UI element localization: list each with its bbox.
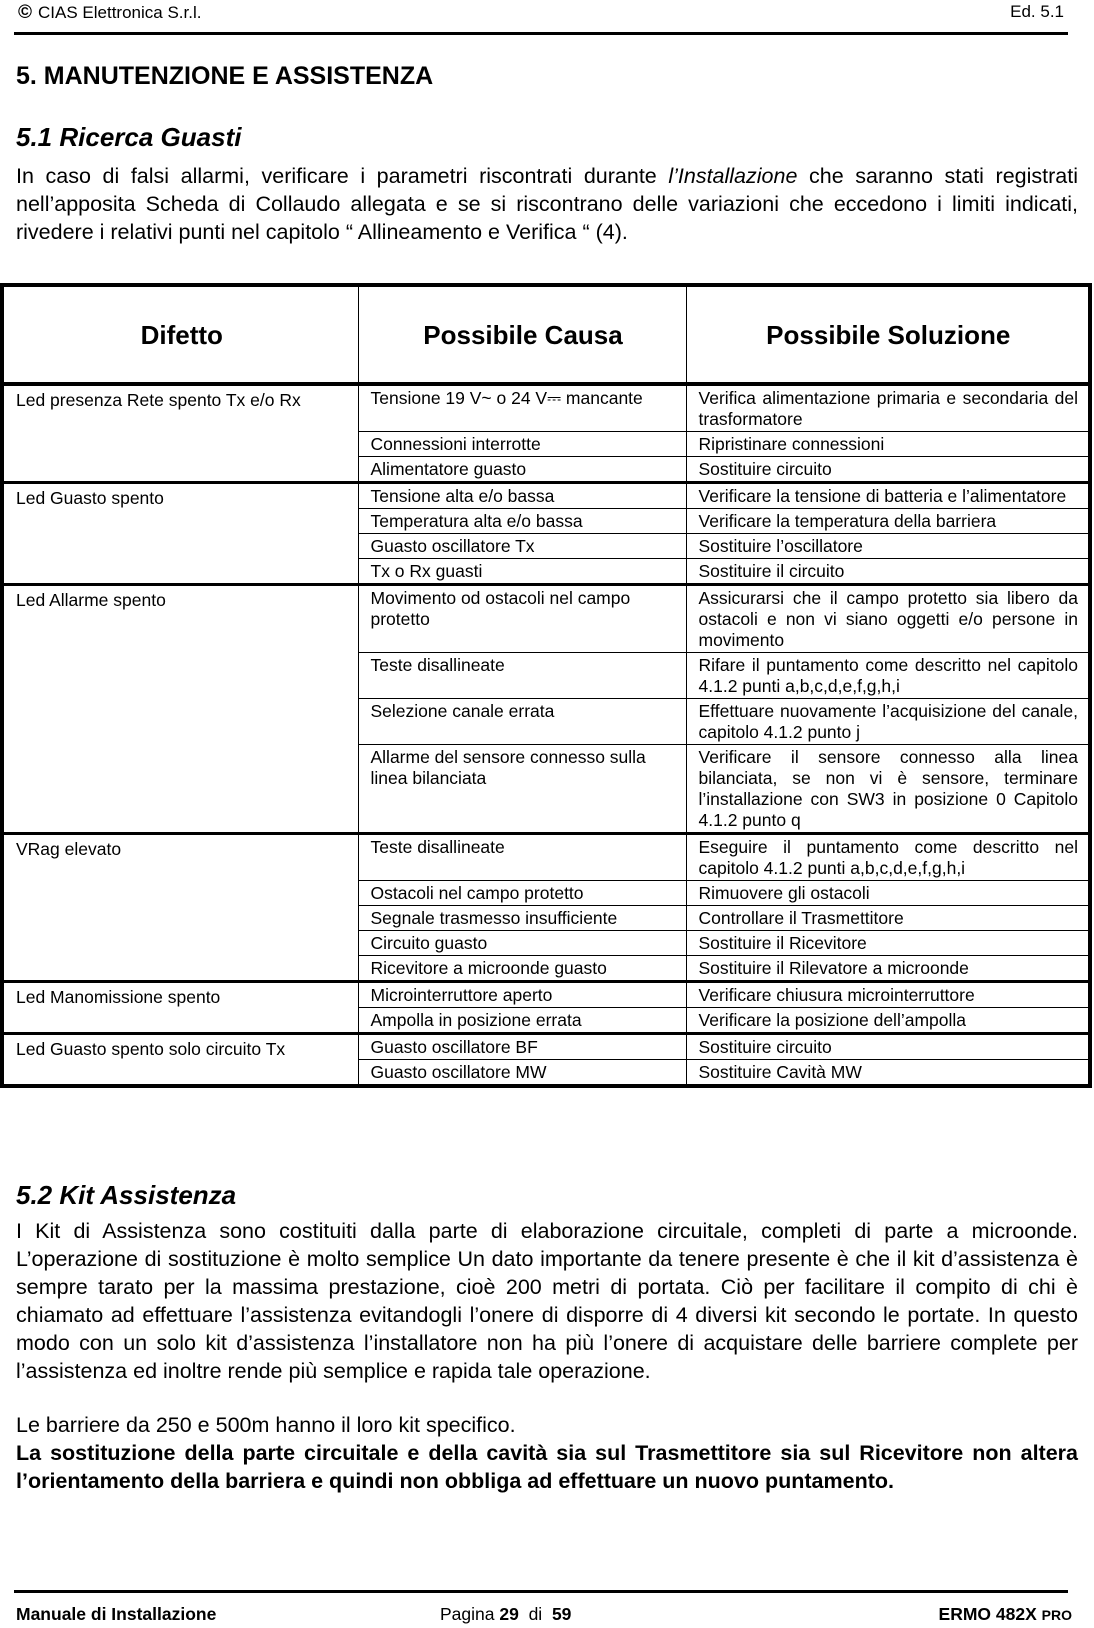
copyright-symbol: © [18, 2, 32, 23]
solution-cell: Sostituire il Rilevatore a microonde [686, 956, 1090, 982]
header-company [18, 2, 201, 24]
section-title: 5. MANUTENZIONE E ASSISTENZA [16, 62, 434, 90]
ricerca-guasti-intro: In caso di falsi allarmi, verificare i parametri riscontrati durante l’Installazione che saranno stati registrati nell’apposita Scheda di Collaudo allegata e se si riscontrano delle variazioni che eccedono i limiti indicati, rivedere i relativi punti nel capitolo “ Allineamento e Verifica “ (4). [16, 164, 1078, 244]
table-header-row [2, 285, 1090, 384]
cause-cell: Segnale trasmesso insufficiente [358, 906, 686, 931]
solution-cell: Sostituire il Ricevitore [686, 931, 1090, 956]
solution-cell: Assicurarsi che il campo protetto sia libero da ostacoli e non vi siano oggetti e/o persone in movimento [686, 585, 1090, 653]
solution-cell: Rimuovere gli ostacoli [686, 881, 1090, 906]
solution-cell: Sostituire l’oscillatore [686, 534, 1090, 559]
solution-cell: Rifare il puntamento come descritto nel capitolo 4.1.2 punti a,b,c,d,e,f,g,h,i [686, 653, 1090, 699]
header-rule [14, 32, 1068, 35]
subsection-kit-title: 5.2 Kit Assistenza [16, 1180, 237, 1210]
header-soluzione: Possibile Soluzione [686, 285, 1090, 384]
table-row [2, 585, 1090, 653]
solution-cell: Effettuare nuovamente l’acquisizione del canale, capitolo 4.1.2 punto j [686, 699, 1090, 745]
company-name: CIAS Elettronica S.r.l. [38, 3, 202, 22]
defect-cell: Led presenza Rete spento Tx e/o Rx [2, 384, 358, 483]
cause-cell: Alimentatore guasto [358, 457, 686, 483]
defect-cell: Led Manomissione spento [2, 982, 358, 1034]
cause-cell: Ampolla in posizione errata [358, 1008, 686, 1034]
table-row [2, 1034, 1090, 1060]
cause-cell: Ricevitore a microonde guasto [358, 956, 686, 982]
cause-cell: Tensione 19 V~ o 24 V⎓ mancante [358, 384, 686, 432]
cause-cell: Microinterruttore aperto [358, 982, 686, 1008]
header-difetto: Difetto [2, 285, 358, 384]
solution-cell: Verificare la posizione dell’ampolla [686, 1008, 1090, 1034]
table-row [2, 982, 1090, 1008]
cause-cell: Movimento od ostacoli nel campo protetto [358, 585, 686, 653]
footer-manual-title: Manuale di Installazione [16, 1604, 217, 1624]
cause-cell: Tx o Rx guasti [358, 559, 686, 585]
cause-cell: Guasto oscillatore BF [358, 1034, 686, 1060]
cause-cell: Allarme del sensore connesso sulla linea bilanciata [358, 745, 686, 834]
solution-cell: Sostituire Cavità MW [686, 1060, 1090, 1087]
kit-paragraph-2: Le barriere da 250 e 500m hanno il loro kit specifico. [16, 1413, 516, 1437]
solution-cell: Verificare la temperatura della barriera [686, 509, 1090, 534]
kit-paragraph-1: I Kit di Assistenza sono costituiti dalla parte di elaborazione circuitale, completi di parte a microonde. L’operazione di sostituzione è molto semplice Un dato importante da tenere presente è che il kit d’assistenza è sempre tarato per la massima prestazione, cioè 200 metri di portata. Ciò per facilitare il compito di chi è chiamato ad effettuare l’assistenza evitandogli l’onere di disporre di 4 diversi kit secondo le portate. In questo modo con un solo kit d’assistenza l’installatore non ha più l’onere di acquistare delle barriere complete per l’assistenza ed inoltre rende più semplice e rapida tale operazione. [16, 1219, 1078, 1383]
cause-cell: Selezione canale errata [358, 699, 686, 745]
solution-cell: Sostituire il circuito [686, 559, 1090, 585]
cause-cell: Ostacoli nel campo protetto [358, 881, 686, 906]
footer-rule [14, 1590, 1068, 1593]
solution-cell: Sostituire circuito [686, 1034, 1090, 1060]
table-row [2, 834, 1090, 881]
header-edition: Ed. 5.1 [1010, 2, 1064, 21]
cause-cell: Tensione alta e/o bassa [358, 483, 686, 509]
header-causa: Possibile Causa [358, 285, 686, 384]
cause-cell: Circuito guasto [358, 931, 686, 956]
cause-cell: Teste disallineate [358, 834, 686, 881]
cause-cell: Temperatura alta e/o bassa [358, 509, 686, 534]
subsection-ricerca-guasti-title: 5.1 Ricerca Guasti [16, 122, 242, 152]
cause-cell: Guasto oscillatore MW [358, 1060, 686, 1087]
solution-cell: Verifica alimentazione primaria e secondaria del trasformatore [686, 384, 1090, 432]
installazione-emphasis: l’Installazione [668, 164, 798, 188]
cause-cell: Guasto oscillatore Tx [358, 534, 686, 559]
defect-cell: Led Guasto spento [2, 483, 358, 585]
table-row [2, 384, 1090, 432]
solution-cell: Verificare chiusura microinterruttore [686, 982, 1090, 1008]
solution-cell: Controllare il Trasmettitore [686, 906, 1090, 931]
defect-cell: Led Allarme spento [2, 585, 358, 834]
page-header [18, 0, 1064, 26]
kit-paragraph-3: La sostituzione della parte circuitale e della cavità sia sul Trasmettitore sia sul Ricevitore non altera l’orientamento della barriera e quindi non obbliga ad effettuare un nuovo puntamento. [16, 1441, 1078, 1493]
solution-cell: Eseguire il puntamento come descritto nel capitolo 4.1.2 punti a,b,c,d,e,f,g,h,i [686, 834, 1090, 881]
table-body [2, 384, 1090, 1086]
solution-cell: Sostituire circuito [686, 457, 1090, 483]
defect-cell: VRag elevato [2, 834, 358, 982]
troubleshooting-table [0, 283, 1092, 1088]
solution-cell: Ripristinare connessioni [686, 432, 1090, 457]
cause-cell: Teste disallineate [358, 653, 686, 699]
solution-cell: Verificare il sensore connesso alla linea bilanciata, se non vi è sensore, terminare l’installazione con SW3 in posizione 0 Capitolo 4.1.2 punto q [686, 745, 1090, 834]
footer-product: ERMO 482X PRO [938, 1604, 1072, 1624]
solution-cell: Verificare la tensione di batteria e l’alimentatore [686, 483, 1090, 509]
table-row [2, 483, 1090, 509]
defect-cell: Led Guasto spento solo circuito Tx [2, 1034, 358, 1087]
cause-cell: Connessioni interrotte [358, 432, 686, 457]
footer-page-number: Pagina 29 di 59 [440, 1604, 572, 1624]
